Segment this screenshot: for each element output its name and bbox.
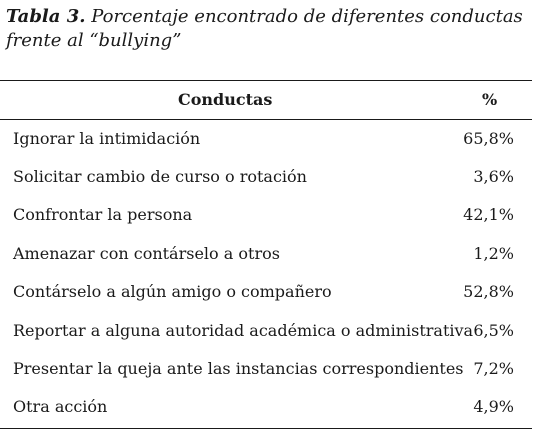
caption-label: Tabla 3. bbox=[6, 6, 86, 27]
table-row bbox=[0, 197, 532, 235]
table-header-rule bbox=[0, 119, 532, 120]
table-header bbox=[0, 80, 532, 119]
table-row bbox=[0, 274, 532, 312]
table-bottom-rule bbox=[0, 428, 532, 429]
row-percent: 1,2% bbox=[473, 244, 514, 263]
row-conducta: Ignorar la intimidación bbox=[13, 129, 201, 148]
row-conducta: Reportar a alguna autoridad académica o administrativa bbox=[13, 321, 474, 340]
row-conducta: Solicitar cambio de curso o rotación bbox=[13, 167, 307, 186]
header-percent: % bbox=[482, 90, 498, 109]
header-conductas: Conductas bbox=[178, 90, 273, 109]
table-row bbox=[0, 236, 532, 274]
row-conducta: Confrontar la persona bbox=[13, 205, 193, 224]
row-conducta: Contárselo a algún amigo o compañero bbox=[13, 282, 332, 301]
table-row bbox=[0, 159, 532, 197]
row-percent: 4,9% bbox=[473, 397, 514, 416]
row-percent: 3,6% bbox=[473, 167, 514, 186]
row-conducta: Amenazar con contárselo a otros bbox=[13, 244, 280, 263]
table-caption bbox=[6, 5, 536, 53]
table-row bbox=[0, 389, 532, 427]
row-percent: 42,1% bbox=[463, 205, 514, 224]
table-row bbox=[0, 351, 532, 389]
row-conducta: Otra acción bbox=[13, 397, 108, 416]
table-row bbox=[0, 121, 532, 159]
row-percent: 7,2% bbox=[473, 359, 514, 378]
row-percent: 52,8% bbox=[463, 282, 514, 301]
caption-text: Porcentaje encontrado de diferentes conductas frente al “bullying” bbox=[6, 6, 523, 51]
table-row bbox=[0, 313, 532, 351]
row-percent: 65,8% bbox=[463, 129, 514, 148]
row-conducta: Presentar la queja ante las instancias correspondientes bbox=[13, 359, 464, 378]
row-percent: 6,5% bbox=[473, 321, 514, 340]
